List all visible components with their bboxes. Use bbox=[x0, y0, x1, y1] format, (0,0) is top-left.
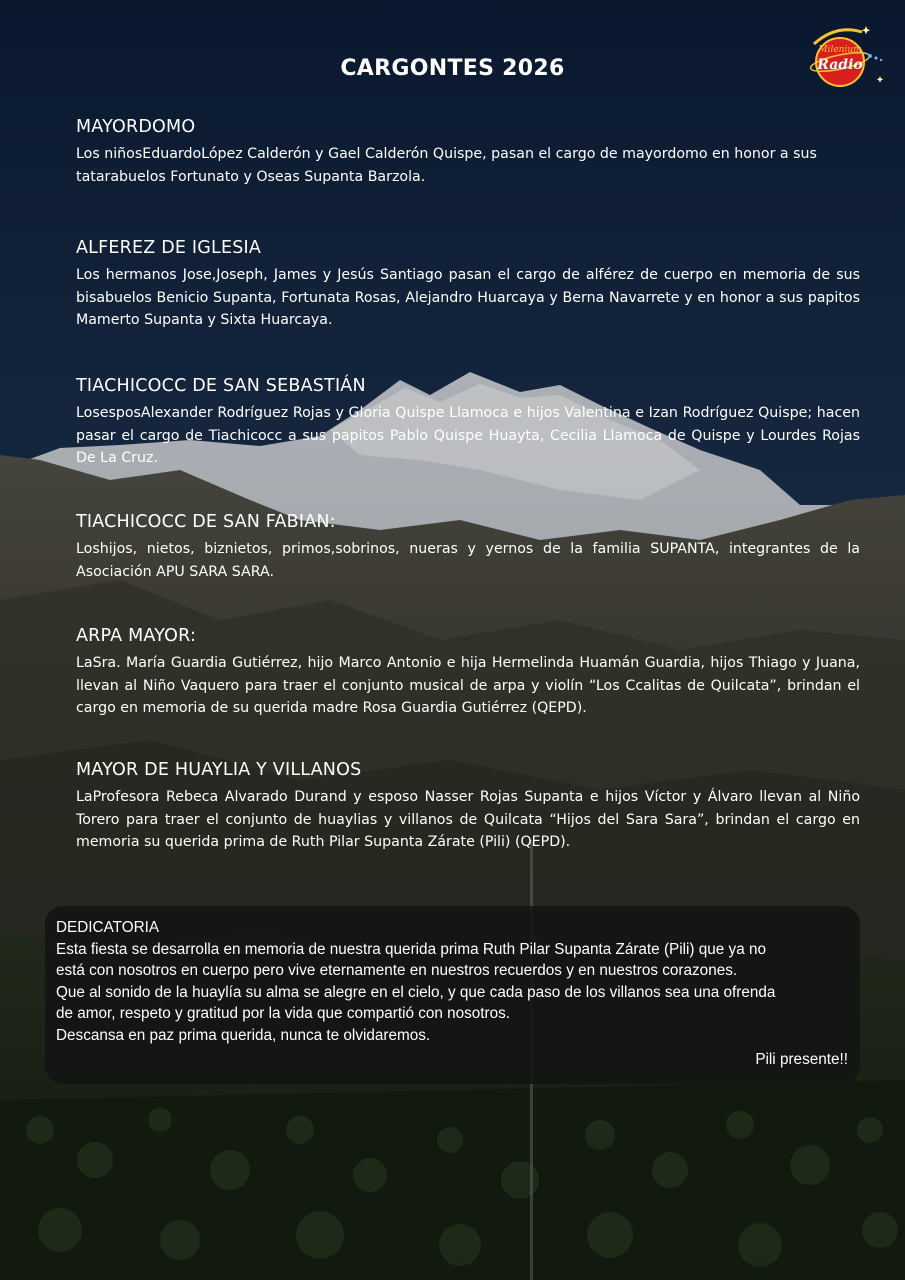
svg-text:Radio: Radio bbox=[817, 57, 863, 73]
section-mayor-de-huaylia-y-villanos bbox=[76, 760, 860, 854]
dedication-box bbox=[45, 906, 860, 1084]
milenium-radio-logo bbox=[806, 22, 886, 90]
section-heading: TIACHICOCC DE SAN FABIAN: bbox=[76, 512, 336, 532]
section-arpa-mayor bbox=[76, 626, 860, 720]
dedication-signature: Pili presente!! bbox=[755, 1051, 848, 1068]
section-heading: ALFEREZ DE IGLESIA bbox=[76, 238, 262, 258]
dedication-line: Esta fiesta se desarrolla en memoria de nuestra querida prima Ruth Pilar Supanta Zárate (Pili) que ya no bbox=[56, 940, 766, 958]
section-tiachicocc-san-sebastian bbox=[76, 376, 860, 470]
section-heading: MAYORDOMO bbox=[76, 117, 196, 137]
section-body: LaSra. María Guardia Gutiérrez, hijo Marco Antonio e hija Hermelinda Huamán Guardia, hijos Thiago y Juana, llevan al Niño Vaquero para traer el conjunto musical de arpa y violín “Los Ccalitas de Quilcata”, brindan el cargo en memoria de su querida madre Rosa Guardia Gutiérrez (QEPD). bbox=[76, 655, 860, 717]
section-mayordomo bbox=[76, 117, 860, 188]
section-body: LaProfesora Rebeca Alvarado Durand y esposo Nasser Rojas Supanta e hijos Víctor y Álvaro llevan al Niño Torero para traer el conjunto de huaylias y villanos de Quilcata “Hijos del Sara Sara”, brindan el cargo en memoria su querida prima de Ruth Pilar Supanta Zárate (Pili) (QEPD). bbox=[76, 789, 860, 851]
page-title: CARGONTES 2026 bbox=[340, 56, 565, 81]
dedication-line: Descansa en paz prima querida, nunca te olvidaremos. bbox=[56, 1026, 431, 1044]
dedication-line: de amor, respeto y gratitud por la vida que compartió con nosotros. bbox=[56, 1005, 511, 1023]
section-heading: ARPA MAYOR: bbox=[76, 626, 197, 646]
section-body: Los hermanos Jose,Joseph, James y Jesús Santiago pasan el cargo de alférez de cuerpo en memoria de sus bisabuelos Benicio Supanta, Fortunata Rosas, Alejandro Huarcaya y Berna Navarrete y en honor a sus papitos Mamerto Supanta y Sixta Huarcaya. bbox=[76, 267, 860, 329]
section-body: Loshijos, nietos, biznietos, primos,sobrinos, nueras y yernos de la familia SUPANTA, integrantes de la Asociación APU SARA SARA. bbox=[76, 541, 860, 580]
section-tiachicocc-san-fabian bbox=[76, 512, 860, 583]
dedication-line: está con nosotros en cuerpo pero vive eternamente en nuestros recuerdos y en nuestros corazones. bbox=[56, 962, 738, 980]
svg-text:Milenium: Milenium bbox=[818, 45, 862, 55]
section-heading: MAYOR DE HUAYLIA Y VILLANOS bbox=[76, 760, 362, 780]
section-alferez-de-iglesia bbox=[76, 238, 860, 332]
section-body: LosesposAlexander Rodríguez Rojas y Gloria Quispe Llamoca e hijos Valentina e Izan Rodríguez Quispe; hacen pasar el cargo de Tiachicocc a sus papitos Pablo Quispe Huayta, Cecilia Llamoca de Quispe y Lourdes Rojas De La Cruz. bbox=[76, 405, 860, 467]
dedication-line: Que al sonido de la huaylía su alma se alegre en el cielo, y que cada paso de los villanos sea una ofrenda bbox=[56, 983, 776, 1001]
dedication-title: DEDICATORIA bbox=[56, 919, 160, 936]
section-body: Los niñosEduardoLópez Calderón y Gael Calderón Quispe, pasan el cargo de mayordomo en honor a sus tatarabuelos Fortunato y Oseas Supanta Barzola. bbox=[76, 146, 817, 185]
section-heading: TIACHICOCC DE SAN SEBASTIÁN bbox=[76, 376, 366, 396]
